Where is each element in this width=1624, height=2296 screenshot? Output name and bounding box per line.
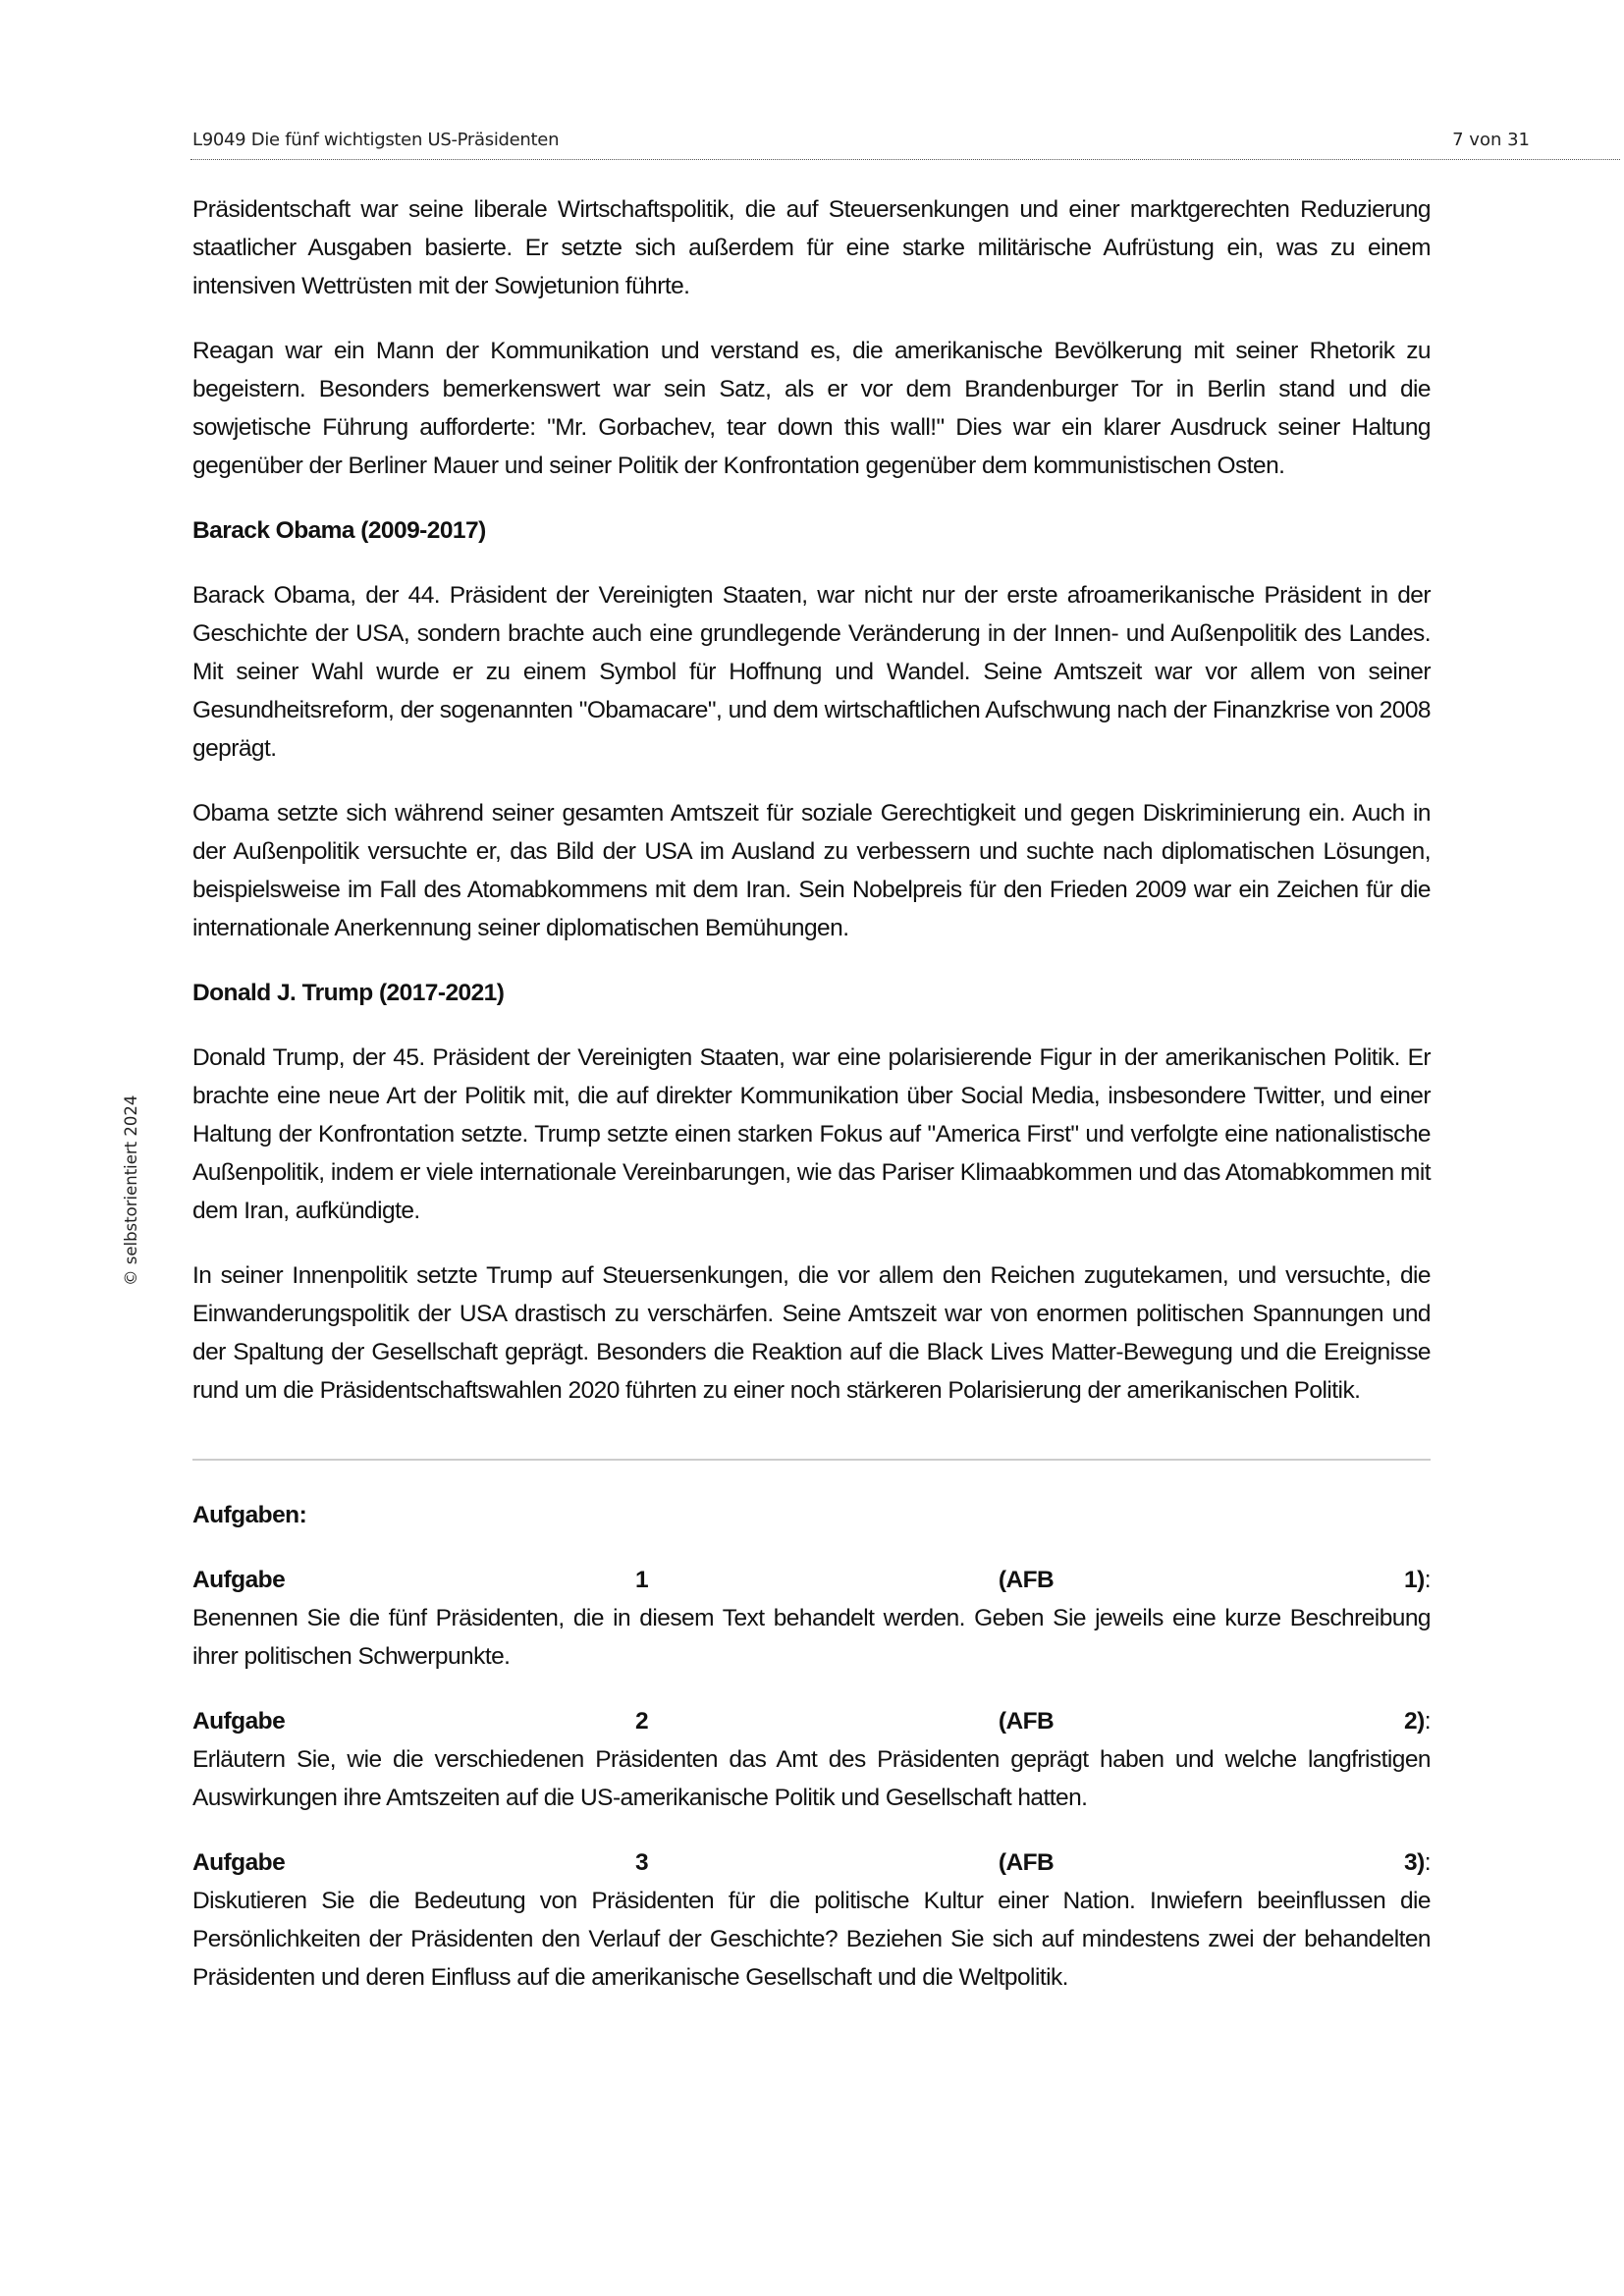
task-header: [192, 1561, 1431, 1599]
task-number: 3: [634, 1849, 649, 1876]
trump-paragraph: Donald Trump, der 45. Präsident der Vereinigten Staaten, war eine polarisierende Figur in der amerikanischen Politik. Er brachte eine neue Art der Politik mit, die auf direkter Kommunikation über Social Media, insbesondere Twitter, und einer Haltung der Konfrontation setzte. Trump setzte einen starken Fokus auf "America First" und verfolgte eine nationalistische Außenpolitik, indem er viele internationale Vereinbarungen, wie das Pariser Klimaabkommen und das Atomabkommen mit dem Iran, aufkündigte.: [192, 1044, 1431, 1224]
task-afb-label: (AFB: [998, 1567, 1055, 1593]
task-afb-label: (AFB: [998, 1849, 1055, 1876]
task-item: [192, 1561, 1431, 1676]
task-text: Benennen Sie die fünf Präsidenten, die in diesem Text behandelt werden. Geben Sie jeweils eine kurze Beschreibung ihrer politischen Schwerpunkte.: [192, 1605, 1431, 1670]
section-heading-trump: Donald J. Trump (2017-2021): [192, 980, 505, 1006]
task-word: Aufgabe: [192, 1708, 286, 1735]
tasks-heading: Aufgaben:: [192, 1502, 307, 1528]
page-number: 7 von 31: [1452, 130, 1530, 150]
section-heading-obama: Barack Obama (2009-2017): [192, 517, 486, 544]
document-title: L9049 Die fünf wichtigsten US-Präsidenten: [192, 130, 560, 150]
task-afb-level: 2): [1404, 1708, 1425, 1735]
task-colon: :: [1424, 1567, 1431, 1593]
page-header: [190, 126, 1620, 160]
document-body: [192, 190, 1431, 2023]
reagan-paragraph: Präsidentschaft war seine liberale Wirtschaftspolitik, die auf Steuersenkungen und einer marktgerechten Reduzierung staatlicher Ausgaben basierte. Er setzte sich außerdem für eine starke militärische Aufrüstung ein, was zu einem intensiven Wettrüsten mit der Sowjetunion führte.: [192, 196, 1431, 299]
reagan-paragraph: Reagan war ein Mann der Kommunikation und verstand es, die amerikanische Bevölkerung mit seiner Rhetorik zu begeistern. Besonders bemerkenswert war sein Satz, als er vor dem Brandenburger Tor in Berlin stand und die sowjetische Führung aufforderte: "Mr. Gorbachev, tear down this wall!" Dies war ein klarer Ausdruck seiner Haltung gegenüber der Berliner Mauer und seiner Politik der Konfrontation gegenüber dem kommunistischen Osten.: [192, 338, 1431, 479]
task-afb-level: 1): [1404, 1567, 1425, 1593]
task-afb-level-wrap: [1404, 1843, 1431, 1882]
copyright-notice: © selbstorientiert 2024: [122, 1095, 140, 1286]
task-afb-level: 3): [1404, 1849, 1425, 1876]
section-divider: [192, 1459, 1431, 1461]
task-afb-level-wrap: [1404, 1561, 1431, 1599]
task-number: 2: [634, 1708, 649, 1735]
task-afb-label: (AFB: [998, 1708, 1055, 1735]
task-word: Aufgabe: [192, 1567, 286, 1593]
task-colon: :: [1424, 1708, 1431, 1735]
trump-paragraph: In seiner Innenpolitik setzte Trump auf Steuersenkungen, die vor allem den Reichen zugutekamen, und versuchte, die Einwanderungspolitik der USA drastisch zu verschärfen. Seine Amtszeit war von enormen politischen Spannungen und der Spaltung der Gesellschaft geprägt. Besonders die Reaktion auf die Black Lives Matter-Bewegung und die Ereignisse rund um die Präsidentschaftswahlen 2020 führten zu einer noch stärkeren Polarisierung der amerikanischen Politik.: [192, 1262, 1431, 1404]
task-number: 1: [634, 1567, 649, 1593]
task-item: [192, 1702, 1431, 1817]
task-afb-level-wrap: [1404, 1702, 1431, 1740]
task-colon: :: [1424, 1849, 1431, 1876]
task-text: Erläutern Sie, wie die verschiedenen Präsidenten das Amt des Präsidenten geprägt haben und welche langfristigen Auswirkungen ihre Amtszeiten auf die US-amerikanische Politik und Gesellschaft hatten.: [192, 1746, 1431, 1811]
task-text: Diskutieren Sie die Bedeutung von Präsidenten für die politische Kultur einer Nation. Inwiefern beeinflussen die Persönlichkeiten der Präsidenten den Verlauf der Geschichte? Beziehen Sie sich auf mindestens zwei der behandelten Präsidenten und deren Einfluss auf die amerikanische Gesellschaft und die Weltpolitik.: [192, 1888, 1431, 1991]
task-header: [192, 1702, 1431, 1740]
task-word: Aufgabe: [192, 1849, 286, 1876]
task-item: [192, 1843, 1431, 1997]
task-header: [192, 1843, 1431, 1882]
obama-paragraph: Obama setzte sich während seiner gesamten Amtszeit für soziale Gerechtigkeit und gegen Diskriminierung ein. Auch in der Außenpolitik versuchte er, das Bild der USA im Ausland zu verbessern und suchte nach diplomatischen Lösungen, beispielsweise im Fall des Atomabkommens mit dem Iran. Sein Nobelpreis für den Frieden 2009 war ein Zeichen für die internationale Anerkennung seiner diplomatischen Bemühungen.: [192, 800, 1431, 941]
obama-paragraph: Barack Obama, der 44. Präsident der Vereinigten Staaten, war nicht nur der erste afroamerikanische Präsident in der Geschichte der USA, sondern brachte auch eine grundlegende Veränderung in der Innen- und Außenpolitik des Landes. Mit seiner Wahl wurde er zu einem Symbol für Hoffnung und Wandel. Seine Amtszeit war vor allem von seiner Gesundheitsreform, der sogenannten "Obamacare", und dem wirtschaftlichen Aufschwung nach der Finanzkrise von 2008 geprägt.: [192, 582, 1431, 762]
